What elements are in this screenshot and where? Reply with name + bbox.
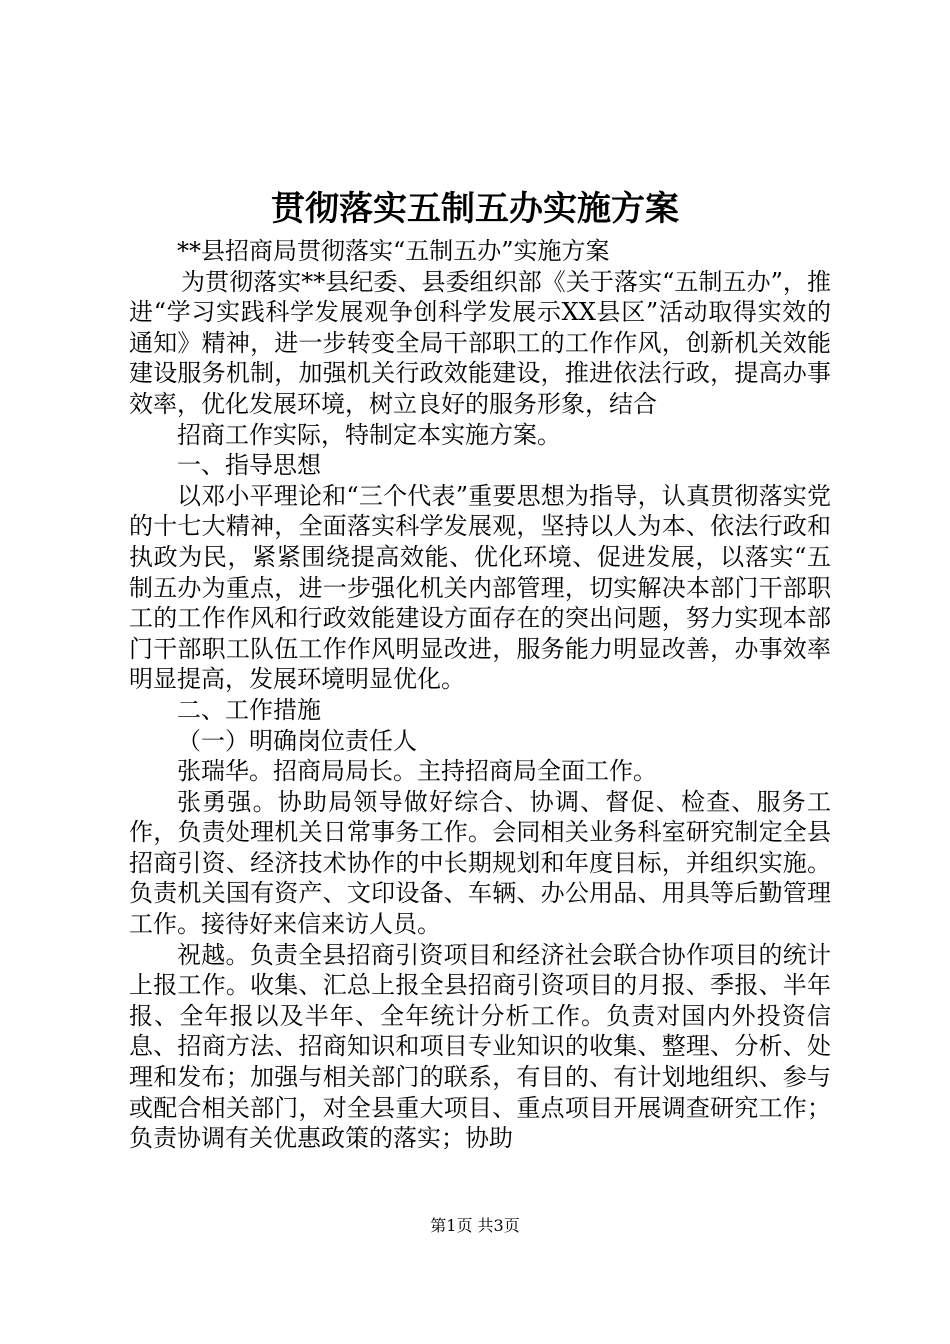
section-heading-work-measures: 二、工作措施 xyxy=(177,695,321,724)
guiding-ideology-paragraph: 以邓小平理论和“三个代表”重要思想为指导，认真贯彻落实党的十七大精神，全面落实科学发展观，坚持以人为本、依法行政和执政为民，紧紧围绕提高效能、优化环境、促进发展，以落实“五制五办为重点，进一步强化机关内部管理，切实解决本部门干部职工的工作作风和行政效能建设方面存在的突出问题，努力实现本部门干部职工队伍工作作风明显改进，服务能力明显改善，办事效率明显提高，发展环境明显优化。 xyxy=(129,481,831,694)
document-title: 贯彻落实五制五办实施方案 xyxy=(271,189,679,229)
page-number-footer: 第1页 共3页 xyxy=(430,1216,520,1235)
section-heading-guiding-ideology: 一、指导思想 xyxy=(177,451,321,480)
document-body xyxy=(129,236,831,1154)
responsibility-paragraph: 祝越。负责全县招商引资项目和经济社会联合协作项目的统计上报工作。收集、汇总上报全县招商引资项目的月报、季报、半年报、全年报以及半年、全年统计分析工作。负责对国内外投资信息、招商方法、招商知识和项目专业知识的收集、整理、分析、处理和发布；加强与相关部门的联系，有目的、有计划地组织、参与或配合相关部门，对全县重大项目、重点项目开展调查研究工作；负责协调有关优惠政策的落实；协助 xyxy=(129,940,831,1153)
responsibility-paragraph: 张勇强。协助局领导做好综合、协调、督促、检查、服务工作，负责处理机关日常事务工作。会同相关业务科室研究制定全县招商引资、经济技术协作的中长期规划和年度目标，并组织实施。负责机关国有资产、文印设备、车辆、办公用品、用具等后勤管理工作。接待好来信来访人员。 xyxy=(129,787,831,939)
responsibility-paragraph: 张瑞华。招商局局长。主持招商局全面工作。 xyxy=(177,757,657,786)
intro-continuation: 招商工作实际，特制定本实施方案。 xyxy=(177,420,561,449)
subsection-heading-responsibilities: （一）明确岗位责任人 xyxy=(177,726,417,755)
intro-paragraph: 为贯彻落实**县纪委、县委组织部《关于落实“五制五办”，推进“学习实践科学发展观争创科学发展示XX县区”活动取得实效的通知》精神，进一步转变全局干部职工的工作作风，创新机关效能建设服务机制，加强机关行政效能建设，推进依法行政，提高办事效率，优化发展环境，树立良好的服务形象，结合 xyxy=(129,267,831,418)
subtitle-line: **县招商局贯彻落实“五制五办”实施方案 xyxy=(177,237,610,265)
